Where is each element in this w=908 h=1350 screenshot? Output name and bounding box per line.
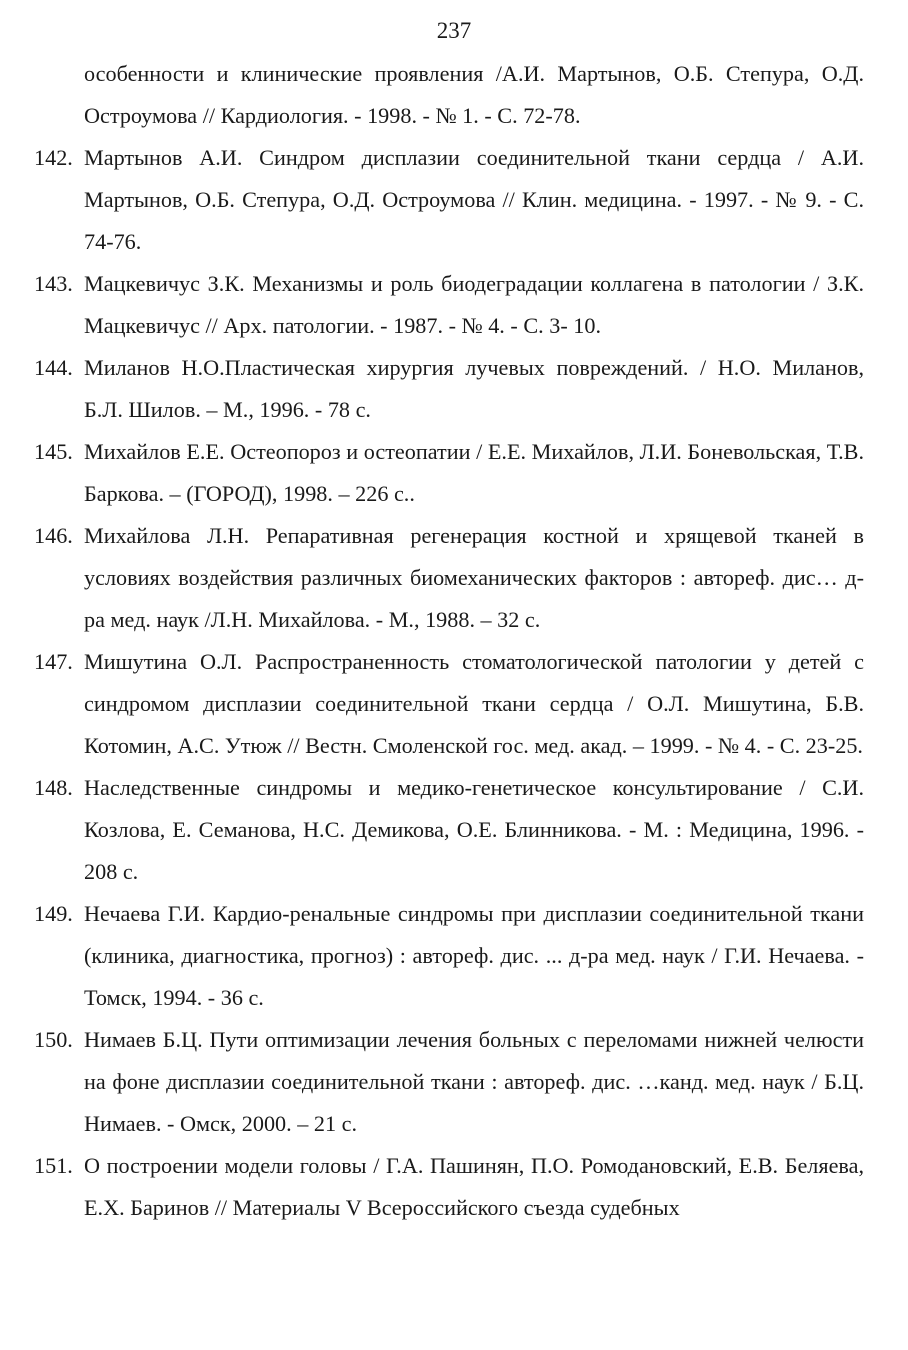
reference-entry-151 [0, 1145, 908, 1229]
reference-entry-150 [0, 1019, 908, 1145]
reference-text: Мацкевичус З.К. Механизмы и роль биодеградации коллагена в патологии / З.К. Мацкевичус // Арх. патологии. - 1987. - № 4. - С. 3- 10. [84, 271, 864, 338]
reference-entry-142 [0, 137, 908, 263]
reference-continuation: особенности и клинические проявления /А.И. Мартынов, О.Б. Степура, О.Д. Остроумова // Кардиология. - 1998. - № 1. - С. 72-78. [84, 61, 864, 128]
reference-number: 148. [34, 775, 73, 800]
reference-entry-146 [0, 515, 908, 641]
reference-number: 147. [34, 649, 73, 674]
reference-number: 142. [34, 145, 73, 170]
reference-number: 151. [34, 1153, 73, 1178]
reference-entry-144 [0, 347, 908, 431]
reference-number: 144. [34, 355, 73, 380]
reference-text: Михайлов Е.Е. Остеопороз и остеопатии / Е.Е. Михайлов, Л.И. Боневольская, Т.В. Баркова. – (ГОРОД), 1998. – 226 с.. [84, 439, 864, 506]
reference-text: Наследственные синдромы и медико-генетическое консультирование / С.И. Козлова, Е. Семанова, Н.С. Демикова, О.Е. Блинникова. - М. : Медицина, 1996. - 208 с. [84, 775, 864, 884]
reference-text: Мишутина О.Л. Распространенность стоматологической патологии у детей с синдромом дисплазии соединительной ткани сердца / О.Л. Мишутина, Б.В. Котомин, А.С. Утюж // Вестн. Смоленской гос. мед. акад. – 1999. - № 4. - С. 23-25. [84, 649, 864, 758]
reference-text: О построении модели головы / Г.А. Пашинян, П.О. Ромодановский, Е.В. Беляева, Е.Х. Баринов // Материалы V Всероссийского съезда судебных [84, 1153, 864, 1220]
reference-entry-148 [0, 767, 908, 893]
reference-text: Мартынов А.И. Синдром дисплазии соединительной ткани сердца / А.И. Мартынов, О.Б. Степура, О.Д. Остроумова // Клин. медицина. - 1997. - № 9. - С. 74-76. [84, 145, 864, 254]
reference-text: Михайлова Л.Н. Репаративная регенерация костной и хрящевой тканей в условиях воздействия различных биомеханических факторов : автореф. дис… д-ра мед. наук /Л.Н. Михайлова. - М., 1988. – 32 с. [84, 523, 864, 632]
reference-text: Миланов Н.О.Пластическая хирургия лучевых повреждений. / Н.О. Миланов, Б.Л. Шилов. – М., 1996. - 78 с. [84, 355, 864, 422]
reference-number: 146. [34, 523, 73, 548]
page-number: 237 [436, 18, 472, 43]
reference-text: Нечаева Г.И. Кардио-ренальные синдромы при дисплазии соединительной ткани (клиника, диагностика, прогноз) : автореф. дис. ... д-ра мед. наук / Г.И. Нечаева. - Томск, 1994. - 36 с. [84, 901, 864, 1010]
reference-entry-147 [0, 641, 908, 767]
reference-entry-145 [0, 431, 908, 515]
reference-entry-149 [0, 893, 908, 1019]
reference-number: 143. [34, 271, 73, 296]
reference-number: 149. [34, 901, 73, 926]
reference-list [0, 53, 908, 1229]
reference-number: 145. [34, 439, 73, 464]
reference-entry-143 [0, 263, 908, 347]
reference-number: 150. [34, 1027, 73, 1052]
reference-text: Нимаев Б.Ц. Пути оптимизации лечения больных с переломами нижней челюсти на фоне дисплазии соединительной ткани : автореф. дис. …канд. мед. наук / Б.Ц. Нимаев. - Омск, 2000. – 21 с. [84, 1027, 864, 1136]
